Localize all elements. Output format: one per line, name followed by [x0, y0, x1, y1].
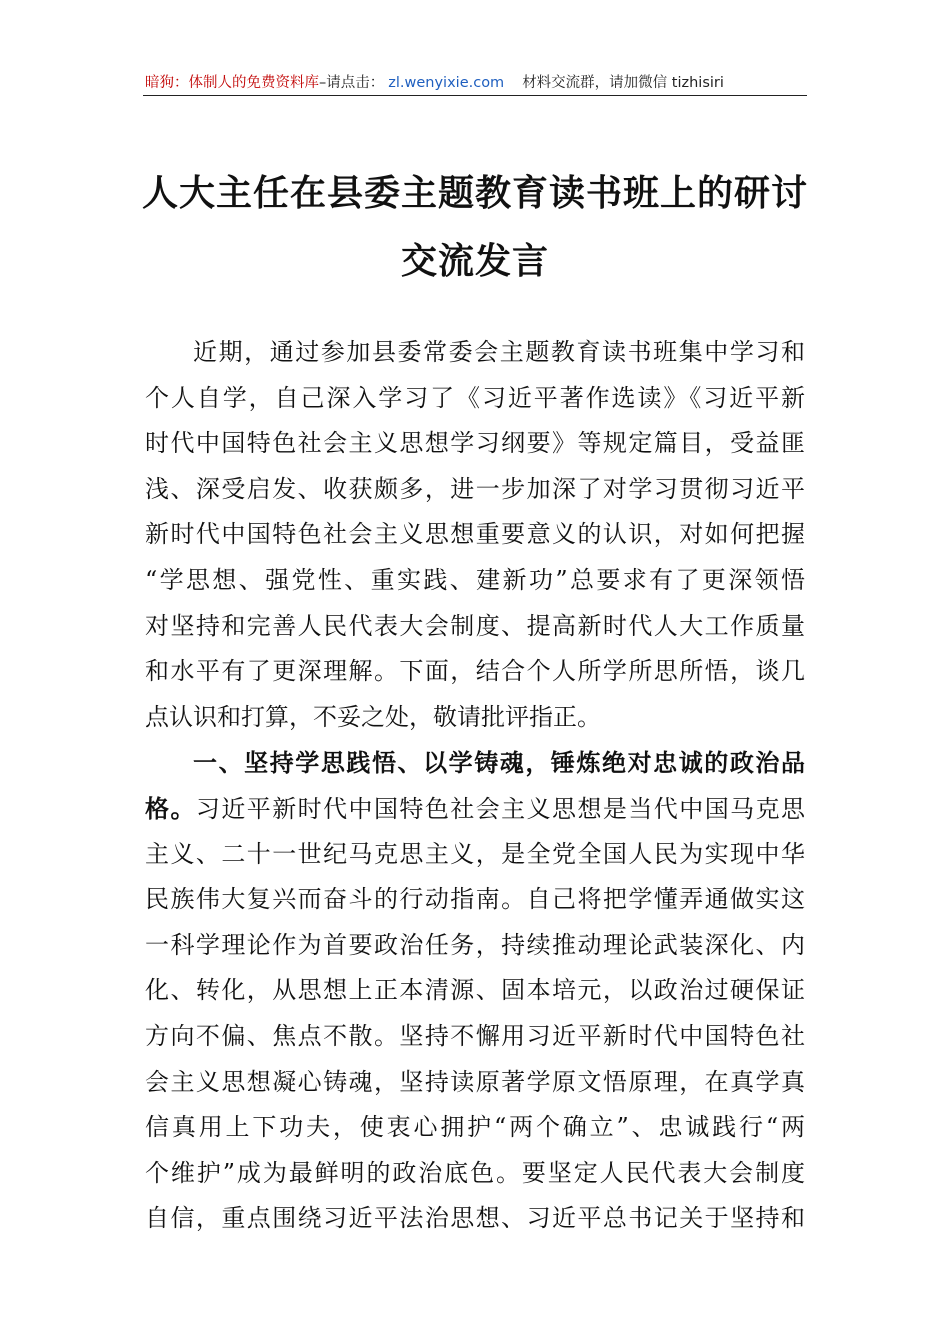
body-line: 自信，重点围绕习近平法治思想、习近平总书记关于坚持和 — [145, 1204, 805, 1233]
body-line: 信真用上下功夫，使衷心拥护“两个确立”、忠诚践行“两 — [145, 1113, 805, 1142]
document-title-line-2: 交流发言 — [400, 240, 549, 282]
document-title-line-1: 人大主任在县委主题教育读书班上的研讨 — [141, 172, 808, 214]
document-body — [145, 330, 805, 1242]
header-brand: 暗狗：体制人的免费资料库 — [145, 75, 319, 91]
body-line: 方向不偏、焦点不散。坚持不懈用习近平新时代中国特色社 — [145, 1021, 805, 1050]
body-line: 个维护”成为最鲜明的政治底色。要坚定人民代表大会制度 — [145, 1158, 805, 1187]
body-line: 对坚持和完善人民代表大会制度、提高新时代人大工作质量 — [145, 611, 805, 640]
body-line: 化、转化，从思想上正本清源、固本培元，以政治过硬保证 — [145, 976, 805, 1005]
header-group-text: 材料交流群，请加微信 tizhisiri — [522, 75, 724, 91]
body-line: 民族伟大复兴而奋斗的行动指南。自己将把学懂弄通做实这 — [145, 885, 805, 914]
body-line: 时代中国特色社会主义思想学习纲要》等规定篇目，受益匪 — [145, 429, 805, 458]
body-line-mixed — [145, 786, 805, 832]
header-divider — [143, 95, 807, 96]
body-line: 浅、深受启发、收获颇多，进一步加深了对学习贯彻习近平 — [145, 474, 805, 503]
body-line: 近期，通过参加县委常委会主题教育读书班集中学习和 — [193, 338, 805, 366]
body-line: 和水平有了更深理解。下面，结合个人所学所思所悟，谈几 — [145, 657, 805, 686]
body-line: 会主义思想凝心铸魂，坚持读原著学原文悟原理，在真学真 — [145, 1067, 805, 1096]
section-heading-line: 一、坚持学思践悟、以学铸魂，锤炼绝对忠诚的政治品 — [193, 748, 805, 778]
body-line: “学思想、强党性、重实践、建新功”总要求有了更深领悟 — [145, 565, 805, 594]
body-line: 一科学理论作为首要政治任务，持续推动理论武装深化、内 — [145, 930, 805, 959]
page-header — [145, 72, 805, 94]
body-line: 新时代中国特色社会主义思想重要意义的认识，对如何把握 — [145, 520, 805, 549]
body-line: 主义、二十一世纪马克思主义，是全党全国人民为实现中华 — [145, 839, 805, 868]
body-line-text: 习近平新时代中国特色社会主义思想是当代中国马克思 — [195, 794, 806, 823]
header-url-link[interactable]: zl.wenyixie.com — [388, 75, 505, 91]
body-line: 点认识和打算，不妥之处，敬请批评指正。 — [145, 702, 601, 731]
section-heading-tail: 格。 — [145, 793, 196, 823]
body-line: 个人自学，自己深入学习了《习近平著作选读》《习近平新 — [145, 383, 805, 412]
header-click-prefix: –请点击： — [319, 75, 385, 91]
